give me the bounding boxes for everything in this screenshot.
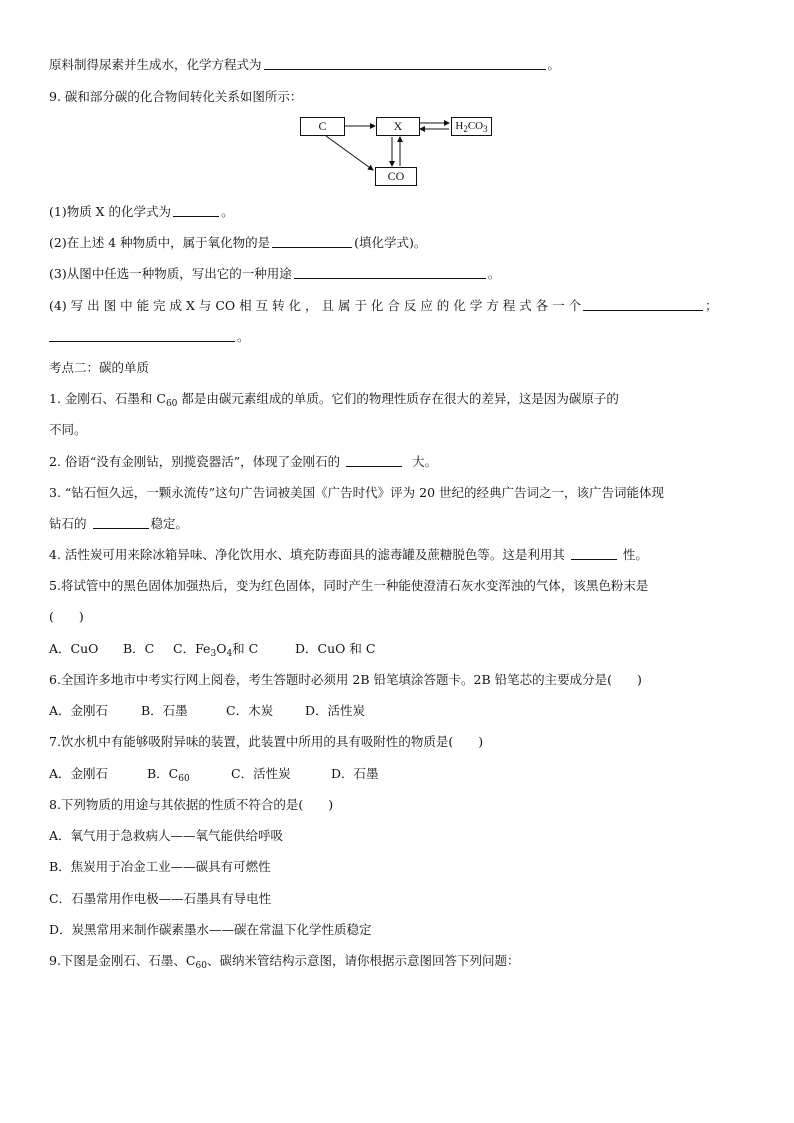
answer-blank	[583, 298, 703, 311]
line-urea	[49, 56, 560, 74]
s1-line2: 不同。	[49, 422, 87, 437]
q9-2: (2)在上述 4 种物质中，属于氧化物的是 (填化学式)。	[49, 235, 427, 250]
s8-option-a: A．氧气用于急救病人——氧气能供给呼吸	[49, 828, 284, 843]
s7-line: 7.饮水机中有能够吸附异味的装置，此装置中所用的具有吸附性的物质是( )	[49, 734, 484, 749]
s6-options	[49, 702, 365, 720]
option-c: C．$Fe_3O_4$和 C	[173, 641, 259, 659]
s1-line1: 1. 金刚石、石墨和 $C_{60}$ 都是由碳元素组成的单质。它们的物理性质存在很大的差异，这是因为碳原子的	[49, 391, 619, 409]
option-b: B．石墨	[141, 703, 188, 718]
box-x: X	[376, 117, 420, 136]
answer-blank	[49, 329, 235, 342]
answer-blank	[173, 204, 219, 217]
option-a: A．金刚石	[49, 766, 109, 781]
s8-option-c: C．石墨常用作电极——石墨具有导电性	[49, 891, 272, 906]
s5-line2: ( )	[49, 609, 84, 624]
s4-line: 4. 活性炭可用来除冰箱异味、净化饮用水、填充防毒面具的滤毒罐及蔗糖脱色等。这是利用其 性。	[49, 547, 648, 562]
s5-options	[49, 640, 375, 658]
q9-4: (4) 写 出 图 中 能 完 成 X 与 CO 相 互 转 化 ， 且 属 于 化 合 反 应 的 化 学 方 程 式 各 一 个 ；	[49, 298, 718, 313]
q9-1: (1)物质 X 的化学式为 。	[49, 204, 234, 219]
s7-options	[49, 765, 379, 783]
option-b: B．C	[123, 641, 155, 656]
option-d: D．CuO 和 C	[295, 641, 376, 656]
s6-line: 6.全国许多地市中考实行网上阅卷，考生答题时必须用 2B 铅笔填涂答题卡。2B 铅笔芯的主要成分是( )	[49, 672, 642, 687]
q9-4-cont: 。	[49, 328, 250, 346]
q9-title: 9. 碳和部分碳的化合物间转化关系如图所示：	[49, 89, 303, 104]
s8-line: 8.下列物质的用途与其依据的性质不符合的是( )	[49, 797, 334, 812]
arrow-c-to-co	[326, 136, 373, 170]
answer-blank	[93, 516, 149, 529]
answer-blank	[346, 454, 402, 467]
text: 原料制得尿素并生成水，化学方程式为	[49, 57, 262, 72]
s8-option-d: D．炭黑常用来制作碳素墨水——碳在常温下化学性质稳定	[49, 922, 372, 937]
option-a: A．CuO	[49, 641, 99, 656]
text: 。	[547, 57, 561, 72]
s8-option-b: B．焦炭用于冶金工业——碳具有可燃性	[49, 859, 271, 874]
box-c: C	[300, 117, 345, 136]
s3-line1: 3. “钻石恒久远，一颗永流传”这句广告词被美国《广告时代》评为 20 世纪的经典广告词之一，该广告词能体现	[49, 485, 665, 500]
answer-blank	[571, 547, 617, 560]
box-co: CO	[375, 167, 417, 186]
option-a: A．金刚石	[49, 703, 109, 718]
conversion-diagram	[295, 113, 495, 193]
option-c: C．木炭	[226, 703, 274, 718]
box-h2co3: $H_2CO_3$	[451, 117, 492, 136]
s9-line: 9.下图是金刚石、石墨、$C_{60}$、碳纳米管结构示意图，请你根据示意图回答下列问题：	[49, 953, 520, 971]
option-d: D．石墨	[331, 766, 379, 781]
s3-line2: 钻石的 稳定。	[49, 516, 189, 531]
answer-blank	[264, 57, 546, 70]
s5-line1: 5.将试管中的黑色固体加强热后，变为红色固体，同时产生一种能使澄清石灰水变浑浊的气体，该黑色粉末是	[49, 578, 649, 593]
answer-blank	[294, 266, 486, 279]
q9-3: (3)从图中任选一种物质，写出它的一种用途 。	[49, 266, 501, 281]
option-d: D．活性炭	[305, 703, 366, 718]
option-b: B．$C_{60}$	[147, 766, 190, 784]
answer-blank	[272, 235, 352, 248]
section-heading: 考点二：碳的单质	[49, 360, 150, 375]
s2-line: 2. 俗语“没有金刚钻，别揽瓷器活”，体现了金刚石的 大。	[49, 454, 438, 469]
option-c: C．活性炭	[231, 766, 291, 781]
